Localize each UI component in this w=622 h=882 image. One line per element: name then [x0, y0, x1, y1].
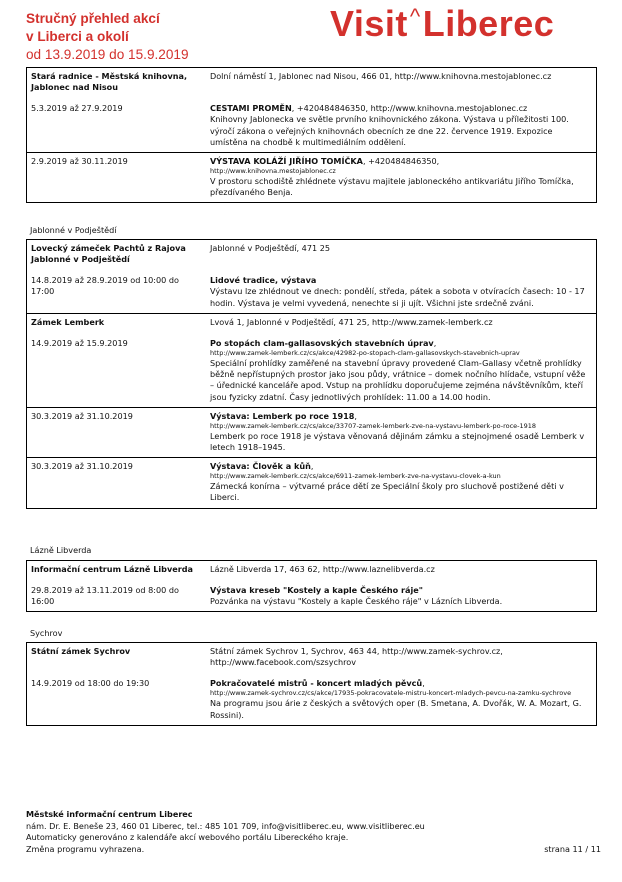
event-description: V prostoru schodiště zhlédnete výstavu majitele jabloneckého antikvariátu Jiřího Tomíčka, přezdívaného Benja. [210, 176, 574, 198]
event-description: Knihovny Jablonecka ve světle prvního knihovnického zákona. Výstava u příležitosti 100. výročí zákona o veřejných knihovnách obecních ze dne 22. července 1919. Expozice umístěna na chodbě k multimediálním oddělení. [210, 114, 569, 147]
event-row [27, 668, 596, 724]
event-row [27, 265, 596, 312]
date-range: od 13.9.2019 do 15.9.2019 [26, 47, 189, 63]
event-title: Po stopách clam-gallasovských stavebních úprav [210, 337, 434, 348]
event-title: Výstava kreseb "Kostely a kaple Českého ráje" [210, 585, 423, 596]
event-contact: , [422, 678, 425, 689]
event-title: Výstava: Člověk a kůň [210, 461, 311, 472]
venue-name: Lovecký zámeček Pachtů z Rajova Jablonné v Podještědí [31, 243, 186, 265]
event-title: CESTAMI PROMĚN [210, 103, 292, 114]
event-row [27, 93, 596, 152]
event-description: Pozvánka na výstavu "Kostely a kaple Českého ráje" v Lázních Libverda. [210, 596, 503, 607]
title-line-2: v Liberci a okolí [26, 29, 129, 45]
event-contact: , [433, 337, 437, 348]
venue-address: Lvová 1, Jablonné v Podještědí, 471 25, http://www.zamek-lemberk.cz [210, 316, 493, 327]
event-link[interactable]: http://www.zamek-lemberk.cz/cs/akce/33707-zamek-lemberk-zve-na-vystavu-lemberk-po-roce-1918 [210, 421, 537, 430]
logo-liberec: Liberec [422, 3, 555, 44]
visit-liberec-logo [330, 3, 555, 44]
event-description: Speciální prohlídky zaměřené na stavební úpravy provedené Clam-Gallasy včetně prohlídky běžně nepřístupných prostor jako jsou půdy, vrátnice – domek nočního hlídače, vstupní věže – úřednické kanceláře apod. Vstup na prohlídku doporučujeme zejména návštěvníkům, kteří jsou fyzicky zdatní. Časy jednotlivých prohlídek: 11.00 a 14.00 hodin. [210, 358, 586, 402]
venue-address: Státní zámek Sychrov 1, Sychrov, 463 44, http://www.zamek-sychrov.cz, http://www.facebook.com/szsychrov [210, 646, 503, 668]
event-link[interactable]: http://www.knihovna.mestojablonec.cz [210, 167, 336, 176]
event-table-sychrov [26, 642, 597, 726]
venue-address: Dolní náměstí 1, Jablonec nad Nisou, 466 01, http://www.knihovna.mestojablonec.cz [210, 71, 552, 81]
venue-name: Státní zámek Sychrov [31, 646, 131, 656]
event-date: 30.3.2019 až 31.10.2019 [31, 461, 133, 472]
event-description: Lemberk po roce 1918 je výstava věnovaná dějinám zámku a stejnojmené osadě Lemberk v letech 1918–1945. [210, 430, 585, 452]
logo-caret: ^ [409, 4, 421, 29]
event-description: Na programu jsou árie z českých a světových oper (B. Smetana, A. Dvořák, W. A. Mozart, G. Rossini). [210, 698, 582, 720]
page-footer [26, 809, 601, 856]
event-contact: , [354, 410, 357, 421]
event-contact: , [310, 461, 314, 472]
event-row [27, 328, 596, 407]
venue-name: Stará radnice - Městská knihovna, Jablonec nad Nisou [31, 71, 188, 93]
event-date: 14.9.2019 až 15.9.2019 [31, 337, 128, 348]
event-row [27, 407, 596, 457]
venue-address: Jablonné v Podještědí, 471 25 [210, 243, 330, 253]
event-title: Výstava: Lemberk po roce 1918 [210, 410, 355, 421]
event-link[interactable]: http://www.zamek-lemberk.cz/cs/akce/6911-zamek-lemberk-zve-na-vystavu-clovek-a-kun [210, 472, 501, 481]
venue-name: Informační centrum Lázně Libverda [31, 564, 193, 574]
event-date: 29.8.2019 až 13.11.2019 od 8:00 do 16:00 [31, 585, 179, 607]
document-title [26, 10, 286, 65]
footer-note: Změna programu vyhrazena. [26, 844, 145, 855]
event-row [27, 457, 596, 507]
event-row [27, 575, 596, 611]
event-title: VÝSTAVA KOLÁŽÍ JIŘÍHO TOMÍČKA [210, 155, 363, 166]
footer-address: nám. Dr. E. Beneše 23, 460 01 Liberec, tel.: 485 101 709, info@visitliberec.eu, www.visitliberec.eu [26, 820, 425, 831]
title-line-1: Stručný přehled akcí [26, 11, 160, 26]
logo-visit: Visit [330, 3, 408, 44]
event-title: Lidové tradice, výstava [210, 275, 317, 286]
event-date: 14.8.2019 až 28.9.2019 od 10:00 do 17:00 [31, 275, 179, 297]
event-row [27, 152, 596, 202]
event-contact: , +420484846350, [362, 155, 440, 166]
event-title: Pokračovatelé mistrů - koncert mladých pěvců [210, 678, 423, 689]
town-heading: Sychrov [30, 628, 63, 638]
venue-address: Lázně Libverda 17, 463 62, http://www.laznelibverda.cz [210, 564, 435, 574]
event-date: 2.9.2019 až 30.11.2019 [31, 155, 128, 166]
footer-note: Automaticky generováno z kalendáře akcí webového portálu Libereckého kraje. [26, 832, 349, 843]
town-heading: Jablonné v Podještědí [30, 225, 117, 235]
event-date: 5.3.2019 až 27.9.2019 [31, 103, 123, 114]
venue-name: Zámek Lemberk [31, 316, 105, 327]
footer-org: Městské informační centrum Liberec [26, 809, 193, 819]
event-link[interactable]: http://www.zamek-lemberk.cz/cs/akce/42982-po-stopach-clam-gallasovskych-stavebnich-uprav [210, 349, 520, 358]
event-date: 30.3.2019 až 31.10.2019 [31, 410, 133, 421]
event-link[interactable]: http://www.zamek-sychrov.cz/cs/akce/17935-pokracovatele-mistru-koncert-mladych-pevcu-na-zamku-sychrove [210, 689, 572, 698]
event-description: Zámecká konírna – výtvarné práce dětí ze Speciální školy pro sluchově postižené děti v Liberci. [210, 481, 564, 503]
town-heading: Lázně Libverda [30, 545, 92, 555]
event-contact: , +420484846350, http://www.knihovna.mestojablonec.cz [291, 103, 528, 114]
page-number: strana 11 / 11 [544, 844, 601, 855]
event-table-libverda [26, 560, 597, 612]
event-description: Výstavu lze zhlédnout ve dnech: pondělí, středa, pátek a sobota v otvíracích časech: 10 - 17 hodin. Výstava je velmi vyvedená, nenechte si ji ujít. Všichni jste srdečně zváni. [210, 286, 585, 308]
event-table-jablonne [26, 239, 597, 509]
event-table-jablonec [26, 67, 597, 203]
event-date: 14.9.2019 od 18:00 do 19:30 [31, 678, 150, 689]
